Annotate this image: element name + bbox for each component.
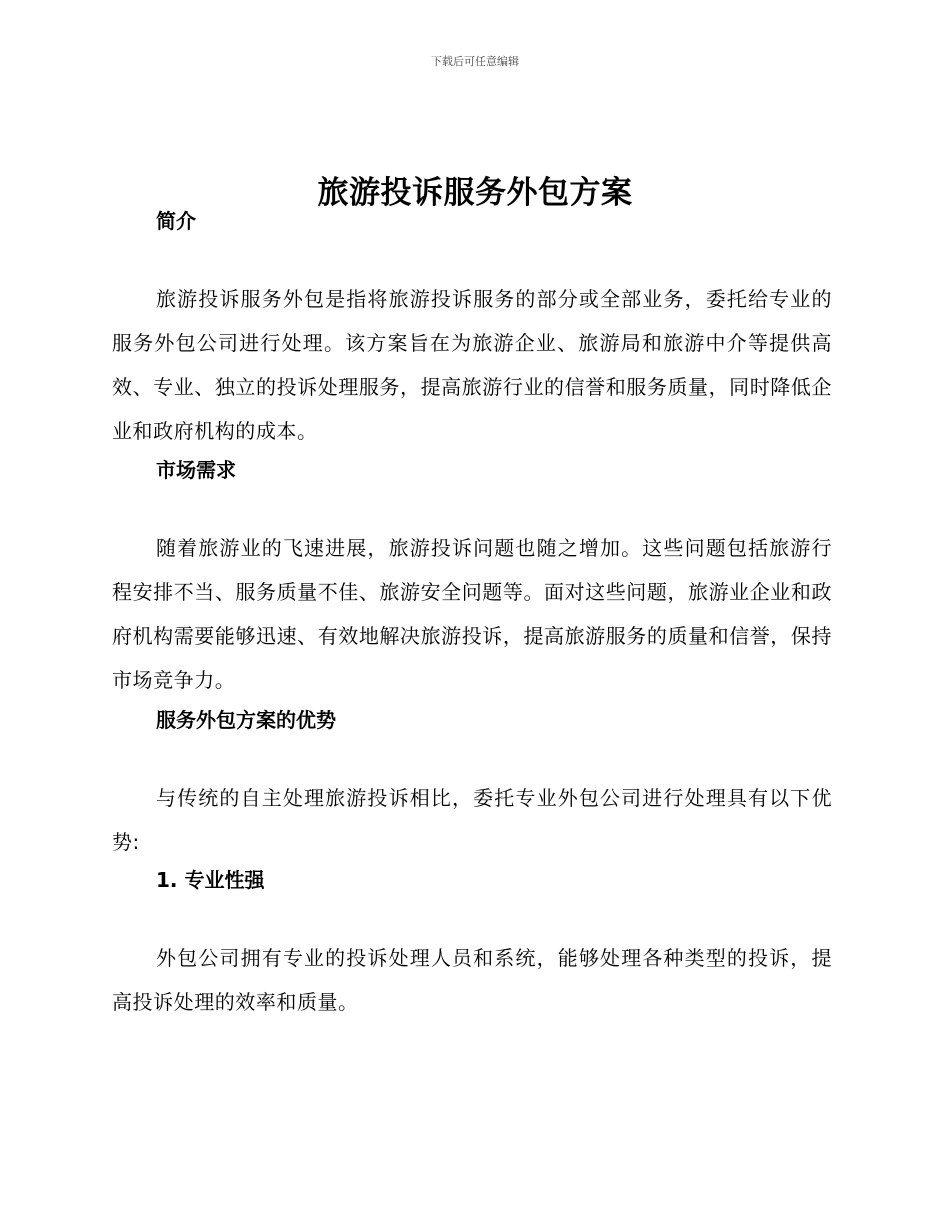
- paragraph-market-demand: 随着旅游业的飞速进展，旅游投诉问题也随之增加。这些问题包括旅游行程安排不当、服务质量不佳、旅游安全问题等。面对这些问题，旅游业企业和政府机构需要能够迅速、有效地解决旅游投诉，提高旅游服务的质量和信誉，保持市场竞争力。: [112, 536, 832, 692]
- paragraph-professionalism: 外包公司拥有专业的投诉处理人员和系统，能够处理各种类型的投诉，提高投诉处理的效率和质量。: [112, 946, 832, 1014]
- section-heading-market-demand: 市场需求: [156, 458, 236, 482]
- paragraph-introduction: 旅游投诉服务外包是指将旅游投诉服务的部分或全部业务，委托给专业的服务外包公司进行处理。该方案旨在为旅游企业、旅游局和旅游中介等提供高效、专业、独立的投诉处理服务，提高旅游行业的信誉和服务质量，同时降低企业和政府机构的成本。: [112, 287, 832, 443]
- section-heading-outsourcing-advantages: 服务外包方案的优势: [156, 708, 336, 732]
- section-heading-introduction: 简介: [156, 209, 196, 233]
- paragraph-outsourcing-advantages: 与传统的自主处理旅游投诉相比，委托专业外包公司进行处理具有以下优势:: [112, 786, 832, 854]
- section-heading-professionalism: 1. 专业性强: [156, 868, 265, 892]
- document-title: 旅游投诉服务外包方案: [317, 174, 633, 211]
- header-note: 下载后可任意编辑: [431, 55, 519, 68]
